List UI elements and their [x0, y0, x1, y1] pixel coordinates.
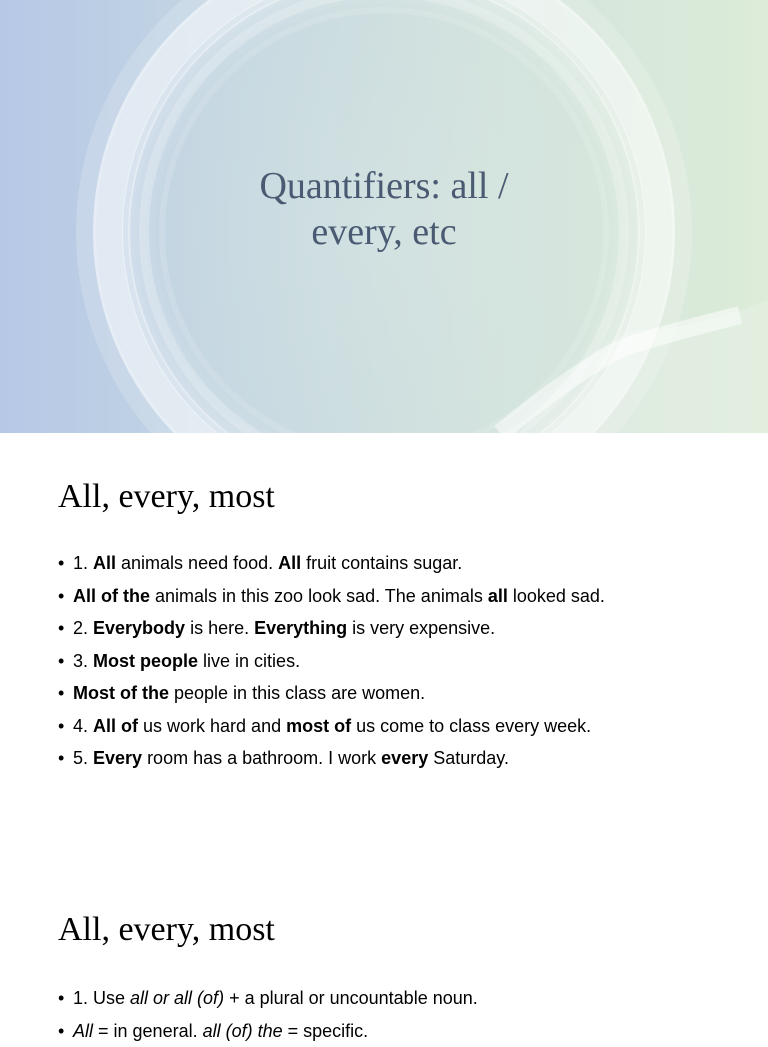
bullet-bold-text: Most of the	[73, 683, 169, 703]
presentation-title	[184, 163, 584, 255]
bullet-item	[58, 742, 605, 775]
bullet-text: 3.	[73, 651, 93, 671]
bullet-text: 1.	[73, 553, 93, 573]
bullet-italic-text: All	[73, 1021, 93, 1041]
bullet-text: fruit contains sugar.	[301, 553, 462, 573]
bullet-text: 2.	[73, 618, 93, 638]
bullet-dot: •	[58, 547, 64, 580]
bullet-text: us work hard and	[138, 716, 286, 736]
bullet-list	[58, 547, 605, 775]
bullet-dot: •	[58, 710, 64, 743]
title-line-1: Quantifiers: all /	[259, 165, 508, 207]
bullet-dot: •	[58, 645, 64, 678]
bullet-dot: •	[58, 982, 64, 1015]
bullet-text: is very expensive.	[347, 618, 495, 638]
title-line-2: every, etc	[311, 211, 456, 253]
bullet-item	[58, 580, 605, 613]
bullet-italic-text: all or all (of)	[130, 988, 224, 1008]
bullet-dot: •	[58, 612, 64, 645]
bullet-bold-text: Everybody	[93, 618, 185, 638]
bullet-text: room has a bathroom. I work	[142, 748, 381, 768]
bullet-bold-text: Every	[93, 748, 142, 768]
title-slide	[0, 0, 768, 433]
slide-all-every-most	[0, 433, 768, 866]
bullet-item	[58, 612, 605, 645]
bullet-item	[58, 677, 605, 710]
bullet-bold-text: All of	[93, 716, 138, 736]
bullet-italic-text: all (of) the	[203, 1021, 283, 1041]
bullet-text: animals in this zoo look sad. The animals	[150, 586, 488, 606]
bullet-text: 5.	[73, 748, 93, 768]
bullet-bold-text: Everything	[254, 618, 347, 638]
bullet-text: animals need food.	[116, 553, 278, 573]
bullet-text: 4.	[73, 716, 93, 736]
bullet-text: looked sad.	[508, 586, 605, 606]
bullet-text: is here.	[185, 618, 254, 638]
bullet-item	[58, 547, 605, 580]
bullet-bold-text: all	[488, 586, 508, 606]
bullet-dot: •	[58, 580, 64, 613]
bullet-bold-text: most of	[286, 716, 351, 736]
bullet-bold-text: All	[93, 553, 116, 573]
bullet-text: = specific.	[283, 1021, 369, 1041]
bullet-bold-text: Most people	[93, 651, 198, 671]
bullet-item	[58, 710, 605, 743]
bullet-text: + a plural or uncountable noun.	[224, 988, 478, 1008]
bullet-item	[58, 645, 605, 678]
bullet-text: us come to class every week.	[351, 716, 591, 736]
bullet-item	[58, 1015, 478, 1047]
bullet-dot: •	[58, 1015, 64, 1047]
bullet-text: live in cities.	[198, 651, 300, 671]
bullet-dot: •	[58, 742, 64, 775]
bullet-bold-text: All of the	[73, 586, 150, 606]
slide-heading: All, every, most	[58, 910, 275, 950]
bullet-text: 1. Use	[73, 988, 130, 1008]
slide-heading: All, every, most	[58, 477, 275, 517]
bullet-text: Saturday.	[428, 748, 509, 768]
bullet-bold-text: All	[278, 553, 301, 573]
bullet-list	[58, 982, 478, 1047]
bullet-text: = in general.	[93, 1021, 203, 1041]
bullet-item	[58, 982, 478, 1015]
bullet-text: people in this class are women.	[169, 683, 425, 703]
bullet-bold-text: every	[381, 748, 428, 768]
bullet-dot: •	[58, 677, 64, 710]
slide-all-every-most-usage	[0, 866, 768, 1024]
